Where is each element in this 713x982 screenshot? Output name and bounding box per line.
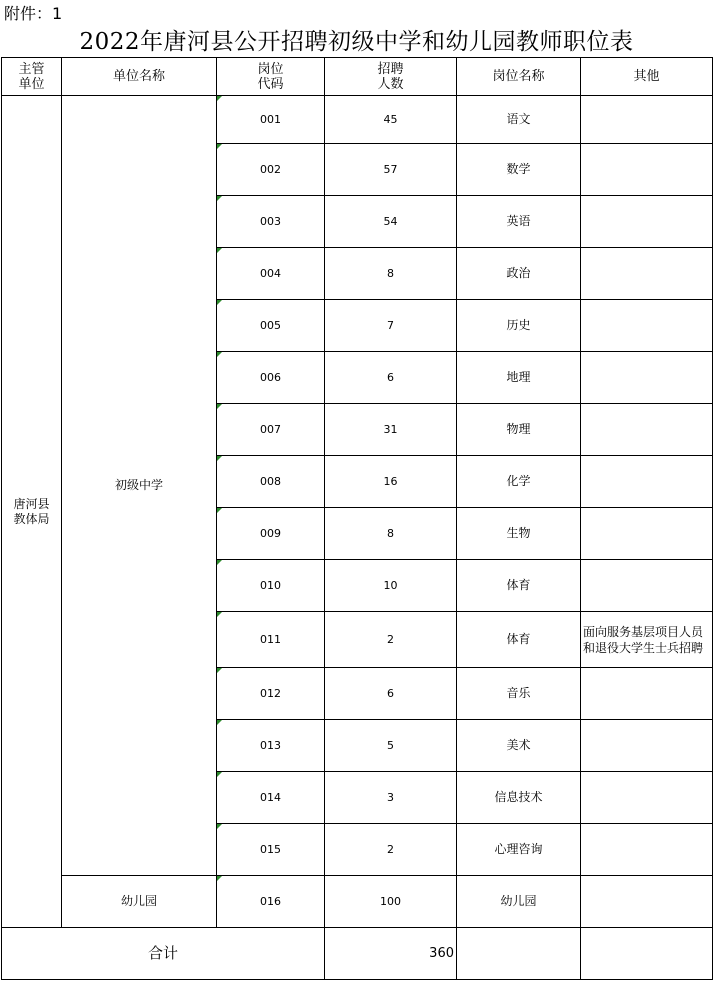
code-cell: 016 <box>217 876 325 928</box>
code-cell: 006 <box>217 352 325 404</box>
code-cell: 010 <box>217 560 325 612</box>
position-cell: 美术 <box>457 720 581 772</box>
total-empty-other <box>581 928 713 980</box>
count-cell: 54 <box>325 196 457 248</box>
code-cell: 004 <box>217 248 325 300</box>
position-cell: 数学 <box>457 144 581 196</box>
code-cell: 012 <box>217 668 325 720</box>
header-count: 招聘 人数 <box>325 58 457 96</box>
total-row <box>2 928 713 980</box>
position-table <box>1 57 713 980</box>
count-cell: 10 <box>325 560 457 612</box>
count-cell: 16 <box>325 456 457 508</box>
other-cell <box>581 248 713 300</box>
position-cell: 生物 <box>457 508 581 560</box>
table-row <box>2 96 713 144</box>
page-title: 2022年唐河县公开招聘初级中学和幼儿园教师职位表 <box>79 29 634 55</box>
other-cell <box>581 196 713 248</box>
other-cell <box>581 144 713 196</box>
code-cell: 014 <box>217 772 325 824</box>
other-cell <box>581 404 713 456</box>
count-cell: 57 <box>325 144 457 196</box>
count-cell: 8 <box>325 508 457 560</box>
code-cell: 009 <box>217 508 325 560</box>
position-cell: 地理 <box>457 352 581 404</box>
position-cell: 语文 <box>457 96 581 144</box>
table-row <box>2 876 713 928</box>
code-cell: 002 <box>217 144 325 196</box>
other-cell <box>581 300 713 352</box>
attachment-label: 附件：1 <box>4 4 63 23</box>
other-cell <box>581 772 713 824</box>
unit-cell-middle-school: 初级中学 <box>62 96 217 876</box>
count-cell: 100 <box>325 876 457 928</box>
code-cell: 015 <box>217 824 325 876</box>
header-dept: 主管 单位 <box>2 58 62 96</box>
position-cell: 化学 <box>457 456 581 508</box>
position-cell: 英语 <box>457 196 581 248</box>
code-cell: 011 <box>217 612 325 668</box>
other-cell <box>581 352 713 404</box>
other-cell <box>581 824 713 876</box>
unit-cell-kindergarten: 幼儿园 <box>62 876 217 928</box>
total-value: 360 <box>325 928 457 980</box>
position-cell: 政治 <box>457 248 581 300</box>
code-cell: 007 <box>217 404 325 456</box>
header-code: 岗位 代码 <box>217 58 325 96</box>
position-cell: 体育 <box>457 612 581 668</box>
count-cell: 6 <box>325 352 457 404</box>
other-cell <box>581 876 713 928</box>
position-cell: 音乐 <box>457 668 581 720</box>
other-cell <box>581 508 713 560</box>
position-cell: 历史 <box>457 300 581 352</box>
code-cell: 003 <box>217 196 325 248</box>
position-cell: 心理咨询 <box>457 824 581 876</box>
other-cell: 面向服务基层项目人员和退役大学生士兵招聘 <box>581 612 713 668</box>
position-cell: 信息技术 <box>457 772 581 824</box>
count-cell: 2 <box>325 824 457 876</box>
position-cell: 幼儿园 <box>457 876 581 928</box>
other-cell <box>581 668 713 720</box>
total-label: 合计 <box>2 928 325 980</box>
code-cell: 013 <box>217 720 325 772</box>
total-empty-position <box>457 928 581 980</box>
count-cell: 3 <box>325 772 457 824</box>
count-cell: 2 <box>325 612 457 668</box>
other-cell <box>581 560 713 612</box>
code-cell: 001 <box>217 96 325 144</box>
position-cell: 体育 <box>457 560 581 612</box>
header-other: 其他 <box>581 58 713 96</box>
code-cell: 008 <box>217 456 325 508</box>
count-cell: 5 <box>325 720 457 772</box>
other-cell <box>581 456 713 508</box>
count-cell: 31 <box>325 404 457 456</box>
count-cell: 6 <box>325 668 457 720</box>
code-cell: 005 <box>217 300 325 352</box>
dept-cell: 唐河县 教体局 <box>2 96 62 928</box>
position-cell: 物理 <box>457 404 581 456</box>
header-unit: 单位名称 <box>62 58 217 96</box>
count-cell: 7 <box>325 300 457 352</box>
other-cell <box>581 720 713 772</box>
header-row <box>2 58 713 96</box>
header-position: 岗位名称 <box>457 58 581 96</box>
count-cell: 8 <box>325 248 457 300</box>
count-cell: 45 <box>325 96 457 144</box>
other-cell <box>581 96 713 144</box>
